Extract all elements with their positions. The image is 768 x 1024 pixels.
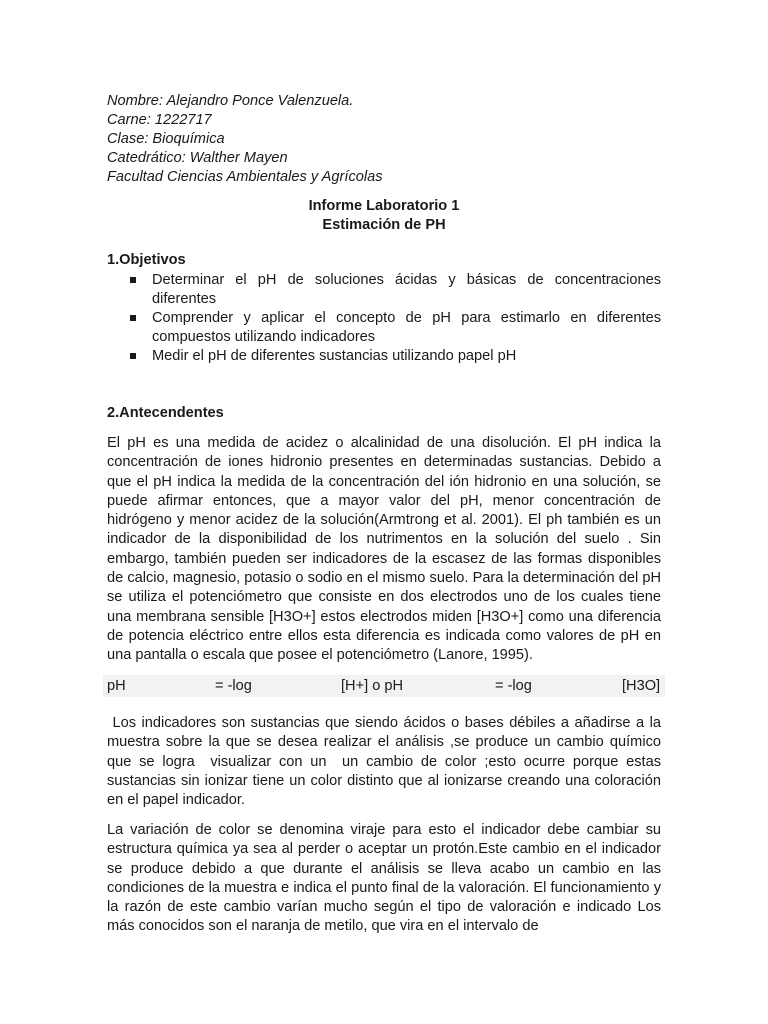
list-item bbox=[107, 309, 661, 347]
title-line-2: Estimación de PH bbox=[322, 217, 446, 233]
ph-equation-row bbox=[103, 675, 665, 697]
header-carne: Carne: 1222717 bbox=[107, 112, 212, 128]
report-title bbox=[0, 197, 768, 235]
antecedentes-paragraph-3: La variación de color se denomina viraje para esto el indicador debe cambiar su estructura química ya sea al perder o aceptar un protón.Este cambio en el indicador se produce debido a que durante el análisis se lleva acabo un cambio en las condiciones de la muestra e indica el punto final de la valoración. El funcionamiento y la razón de este cambio varían mucho según el tipo de valoración e indicado Los más conocidos son el naranja de metilo, que vira en el intervalo de bbox=[107, 822, 661, 935]
list-item bbox=[107, 347, 661, 366]
author-header bbox=[107, 92, 383, 187]
header-clase: Clase: Bioquímica bbox=[107, 131, 225, 147]
header-nombre: Nombre: Alejandro Ponce Valenzuela. bbox=[107, 93, 354, 109]
equation-term-log-2: = -log bbox=[495, 678, 532, 694]
equation-term-log: = -log bbox=[215, 678, 252, 694]
square-bullet-icon bbox=[130, 277, 136, 283]
list-item-text: Comprender y aplicar el concepto de pH para estimarlo en diferentes compuestos utilizando indicadores bbox=[152, 310, 661, 345]
header-facultad: Facultad Ciencias Ambientales y Agrícolas bbox=[107, 169, 383, 185]
equation-term-h3o: [H3O] bbox=[622, 678, 661, 694]
equation-term-ph: pH bbox=[107, 678, 126, 694]
header-catedratico: Catedrático: Walther Mayen bbox=[107, 150, 288, 166]
objetivos-heading: 1.Objetivos bbox=[107, 252, 186, 268]
equation-term-h-plus: [H+] o pH bbox=[341, 678, 404, 694]
antecedentes-paragraph-2: Los indicadores son sustancias que siendo ácidos o bases débiles a añadirse a la muestra sobre la que se desea realizar el análisis ,se produce un cambio químico que se logra visualizar con un un cambio de color ;esto ocurre porque estas sustancias sin ionizar tiene un color distinto que al ionizarse creando una coloración en el papel indicador. bbox=[107, 715, 666, 809]
list-item-text: Medir el pH de diferentes sustancias utilizando papel pH bbox=[152, 348, 517, 364]
square-bullet-icon bbox=[130, 315, 136, 321]
list-item bbox=[107, 271, 661, 309]
antecedentes-heading: 2.Antecendentes bbox=[107, 405, 224, 421]
square-bullet-icon bbox=[130, 353, 136, 359]
objetivos-list bbox=[107, 271, 661, 366]
list-item-text: Determinar el pH de soluciones ácidas y básicas de concentraciones diferentes bbox=[152, 272, 661, 307]
title-line-1: Informe Laboratorio 1 bbox=[308, 198, 460, 214]
antecedentes-paragraph-1: El pH es una medida de acidez o alcalinidad de una disolución. El pH indica la concentración de iones hidronio presentes en determinadas sustancias. Debido a que el pH indica la medida de la concentración del ión hidronio en una solución, se puede afirmar entonces, que a mayor valor del pH, menor concentración de hidrógeno y menor acidez de la solución(Armtrong et al. 2001). El ph también es un indicador de la disponibilidad de los nutrimentos en la solución del suelo . Sin embargo, también pueden ser indicadores de la escasez de las formas disponibles de calcio, magnesio, potasio o sodio en el mismo suelo. Para la determinación del pH se utiliza el potenciómetro que consiste en dos electrodos uno de los cuales tiene una membrana sensible [H3O+] estos electrodos miden [H3O+] como una diferencia de potencia eléctrico entre ellos esta diferencia es indicada como valores de pH en una pantalla o escala que posee el potenciómetro (Lanore, 1995). bbox=[107, 435, 661, 664]
